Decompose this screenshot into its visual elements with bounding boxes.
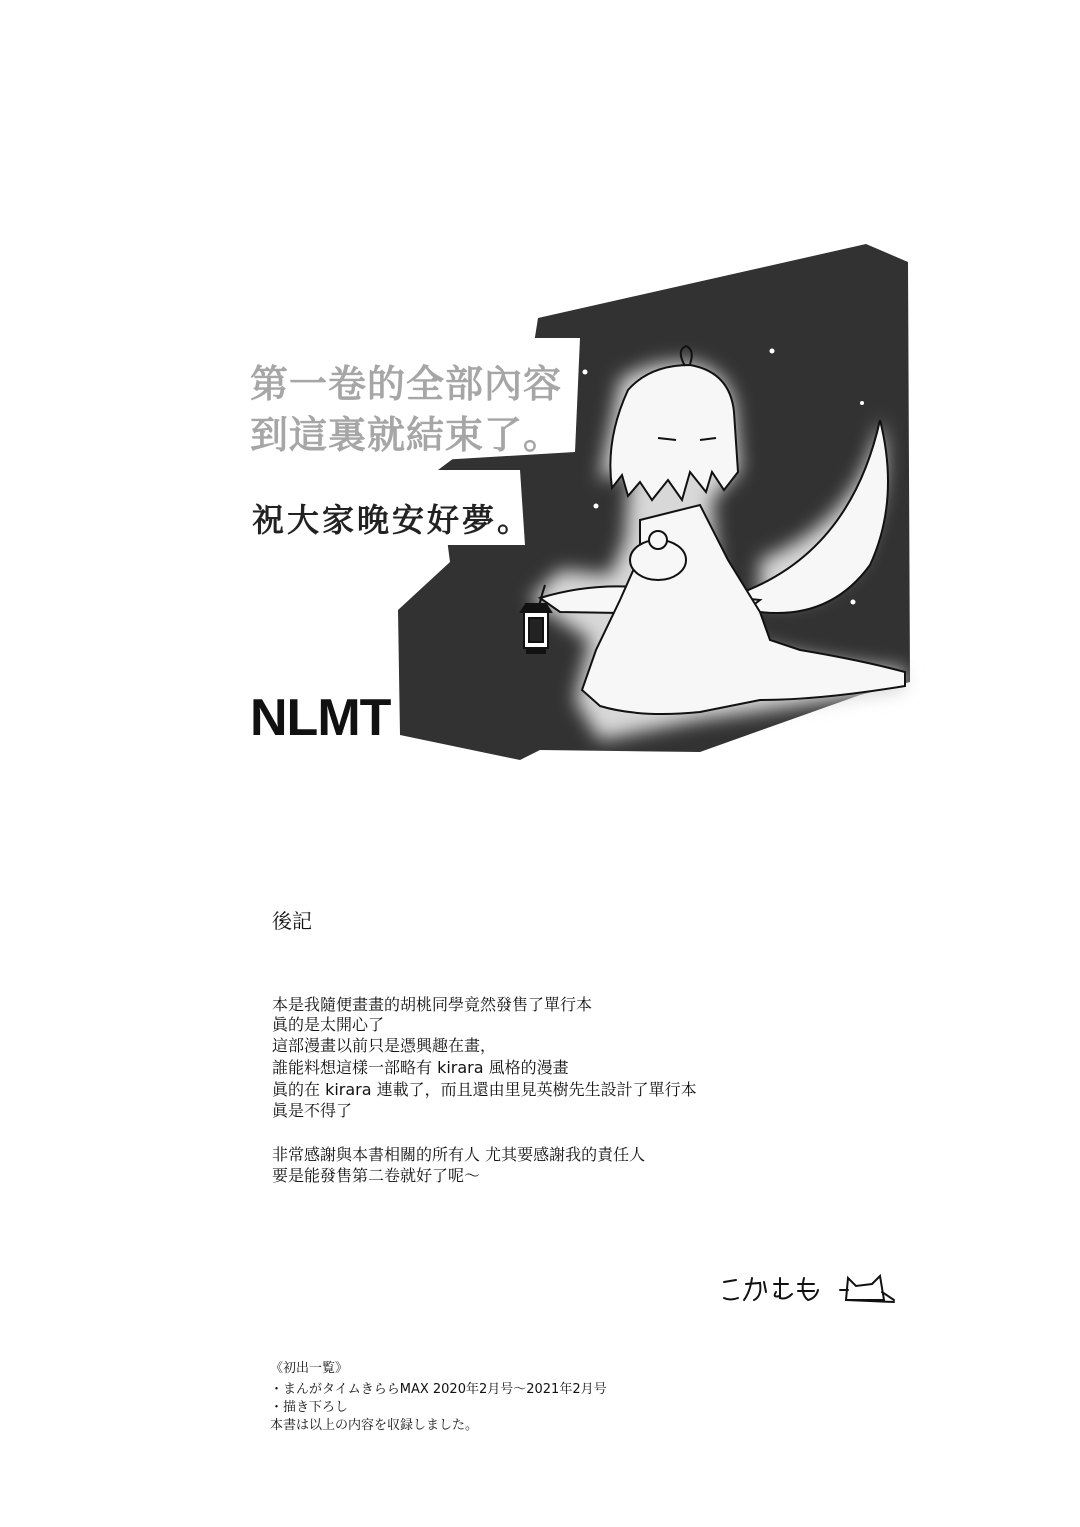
afterword-line: 誰能料想這樣一部略有 kirara 風格的漫畫: [272, 1058, 569, 1077]
publication-item: ・描き下ろし: [270, 1400, 349, 1415]
afterword-line: 眞的是太開心了: [272, 1015, 385, 1034]
publication-item: ・まんがタイムきららMAX 2020年2月号～2021年2月号: [270, 1382, 607, 1397]
goodnight-message: 祝大家晚安好夢。: [252, 501, 533, 539]
afterword-line: 這部漫畫以前只是憑興趣在畫，: [272, 1036, 497, 1055]
group-logo: NLMT: [250, 689, 391, 747]
afterword-line: 眞是不得了: [272, 1101, 353, 1120]
publication-note: 本書は以上の内容を収録しました。: [270, 1418, 479, 1433]
volume-end-title-line-2: 到這裏就結束了。: [250, 413, 563, 457]
afterword-line: 本是我隨便畫畫的胡桃同學竟然發售了單行本: [272, 995, 593, 1014]
afterword-line: 非常感謝與本書相關的所有人 尤其要感謝我的責任人: [272, 1145, 646, 1164]
volume-end-title-line-1: 第一卷的全部內容: [250, 362, 563, 406]
afterword-heading: 後記: [272, 909, 312, 933]
afterword-line: 要是能發售第二卷就好了呢～: [272, 1166, 481, 1185]
publication-heading: 《初出一覧》: [270, 1361, 349, 1376]
afterword-line: 眞的在 kirara 連載了，而且還由里見英樹先生設計了單行本: [272, 1080, 697, 1099]
author-signature: [722, 1270, 897, 1310]
